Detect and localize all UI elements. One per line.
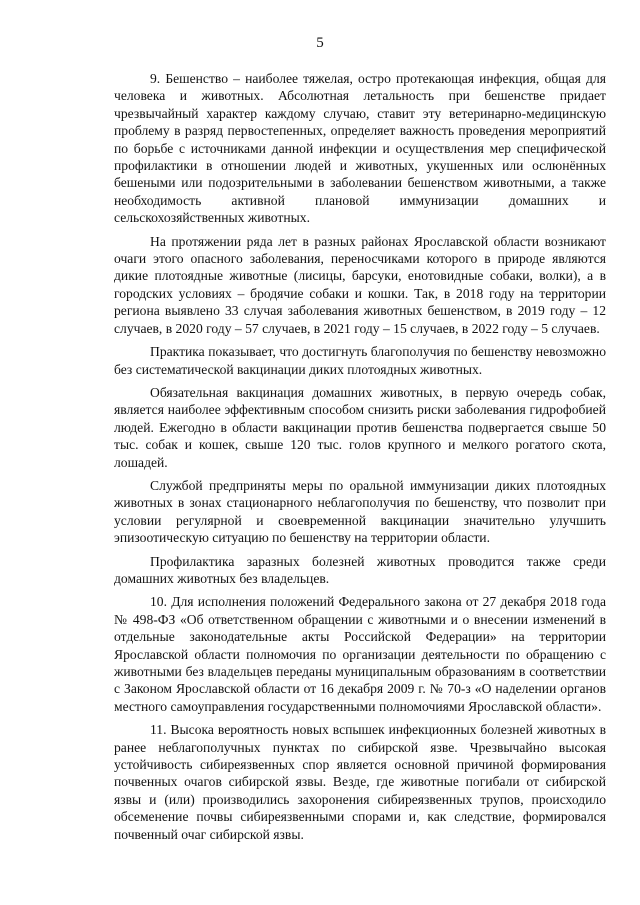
paragraph-anthrax: 11. Высока вероятность новых вспышек инфекционных болезней животных в ранее неблагополучных пунктах по сибирской язве. Чрезвычайно высокая устойчивость сибиреязвенных спор является основной причиной формирования почвенных очагов сибирской язвы. Везде, где животные погибали от сибирской язвы и (или) производились захоронения сибиреязвенных трупов, происходило обсеменение почвы сибиреязвенными спорами и, как следствие, формировался почвенный очаг сибирской язвы. [114,722,606,842]
paragraph-oral-immunization: Службой предприняты меры по оральной иммунизации диких плотоядных животных в зонах стационарного неблагополучия по бешенству, что позволит при условии регулярной и своевременной вакцинации значительно улучшить эпизоотическую ситуацию по бешенству на территории области. [114,477,606,546]
document-body [114,70,606,849]
paragraph-domestic-vaccination: Обязательная вакцинация домашних животных, в первую очередь собак, является наиболее эффективным способом снизить риски заболевания гидрофобией людей. Ежегодно в области вакцинации против бешенства подвергается свыше 50 тыс. собак и кошек, свыше 120 тыс. голов крупного и мелкого рогатого скота, лошадей. [114,384,606,470]
paragraph-wild-vaccination: Практика показывает, что достигнуть благополучия по бешенству невозможно без систематической вакцинации диких плотоядных животных. [114,344,606,377]
paragraph-federal-law: 10. Для исполнения положений Федерального закона от 27 декабря 2018 года № 498-ФЗ «Об ответственном обращении с животными и о внесении изменений в отдельные законодательные акты Российской Федерации» на территории Ярославской области полномочия по организации деятельности по обращению с животными без владельцев переданы муниципальным образованиям в соответствии с Законом Ярославской области от 16 декабря 2009 г. № 70-з «О наделении органов местного самоуправления государственными полномочиями Ярославской области». [114,594,606,714]
paragraph-rabies-overview: 9. Бешенство – наиболее тяжелая, остро протекающая инфекция, общая для человека и животных. Абсолютная летальность при бешенстве придает чрезвычайный характер каждому случаю, ставит эту ветеринарно-медицинскую проблему в разряд первостепенных, определяет важность проведения мероприятий по борьбе с источниками данной инфекции и осуществления мер специфической профилактики в отношении людей и животных, укушенных или ослюнённых бешеными или подозрительными в заболевании бешенством животными, а также необходимость активной плановой иммунизации домашних и сельскохозяйственных животных. [114,71,606,226]
paragraph-rabies-cases: На протяжении ряда лет в разных районах Ярославской области возникают очаги этого опасного заболевания, переносчиками которого в природе являются дикие плотоядные животные (лисицы, барсуки, енотовидные собаки, волки), а в городских условиях – бродячие собаки и кошки. Так, в 2018 году на территории региона выявлено 33 случая заболевания животных бешенством, в 2019 году – 12 случаев, в 2020 году – 57 случаев, в 2021 году – 15 случаев, в 2022 году – 5 случаев. [114,233,606,336]
paragraph-stray-animals: Профилактика заразных болезней животных проводится также среди домашних животных без владельцев. [114,553,606,586]
page-number: 5 [316,35,324,51]
